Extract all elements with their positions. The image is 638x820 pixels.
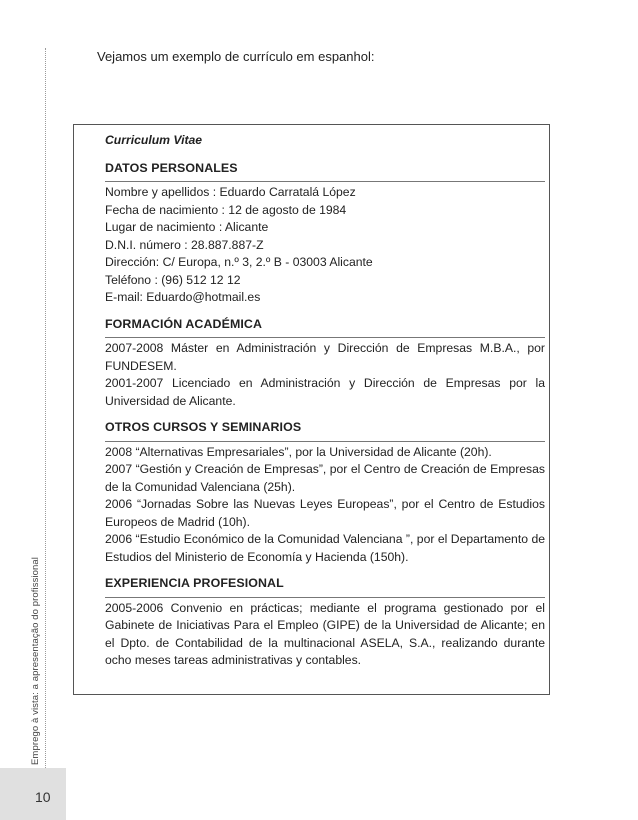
- personal-phone: Teléfono : (96) 512 12 12: [105, 272, 241, 287]
- personal-birth-place: Lugar de nacimiento : Alicante: [105, 220, 269, 234]
- personal-email: E-mail: Eduardo@hotmail.es: [105, 290, 261, 304]
- running-header-label: Emprego à vista: a apresentação do profissional: [30, 556, 41, 765]
- experience-item: 2005-2006 Convenio en prácticas; mediante el programa gestionado por el Gabinete de Iniciativas Para el Empleo (GIPE) de la Universidad de Alicante; en el Dpto. de Contabilidad de la multinacional ASELA, S.A., realizando durante ocho meses tareas administrativas y contables.: [105, 600, 545, 667]
- education-item: 2001-2007 Licenciado en Administración y Dirección de Empresas por la Universidad de Alicante.: [105, 376, 545, 408]
- education-item: 2007-2008 Máster en Administración y Dirección de Empresas M.B.A., por FUNDESEM.: [105, 341, 545, 373]
- section-personal: [105, 160, 545, 307]
- personal-address: Dirección: C/ Europa, n.º 3, 2.º B - 03003 Alicante: [105, 255, 373, 269]
- section-courses: [105, 419, 545, 566]
- courses-list: [105, 441, 545, 567]
- course-item: 2006 “Jornadas Sobre las Nuevas Leyes Europeas”, por el Centro de Estudios Europeos de Madrid (10h).: [105, 497, 545, 529]
- intro-text: Vejamos um exemplo de currículo em espanhol:: [97, 49, 375, 64]
- personal-details: [105, 181, 545, 307]
- experience-list: [105, 597, 545, 670]
- personal-name: Nombre y apellidos : Eduardo Carratalá López: [105, 185, 356, 199]
- education-list: [105, 337, 545, 410]
- personal-id-number: D.N.I. número : 28.887.887-Z: [105, 237, 264, 252]
- page-number: 10: [35, 789, 51, 805]
- course-item: 2006 “Estudio Económico de la Comunidad Valenciana ”, por el Departamento de Estudios del Ministerio de Economía y Hacienda (150h).: [105, 532, 545, 564]
- cv-title: Curriculum Vitae: [105, 133, 203, 147]
- course-item: 2008 “Alternativas Empresariales”, por la Universidad de Alicante (20h).: [105, 444, 492, 459]
- section-education: [105, 316, 545, 411]
- margin-dotted-rule: [45, 48, 46, 768]
- cv-content: [105, 124, 545, 670]
- section-experience: [105, 575, 545, 670]
- page-number-tab: [0, 768, 66, 820]
- section-heading-courses: OTROS CURSOS Y SEMINARIOS: [105, 420, 302, 434]
- section-heading-personal: DATOS PERSONALES: [105, 160, 238, 175]
- course-item: 2007 “Gestión y Creación de Empresas”, por el Centro de Creación de Empresas de la Comunidad Valenciana (25h).: [105, 462, 545, 494]
- section-heading-experience: EXPERIENCIA PROFESIONAL: [105, 576, 284, 590]
- section-heading-education: FORMACIÓN ACADÉMICA: [105, 316, 263, 331]
- personal-birth-date: Fecha de nacimiento : 12 de agosto de 1984: [105, 202, 347, 217]
